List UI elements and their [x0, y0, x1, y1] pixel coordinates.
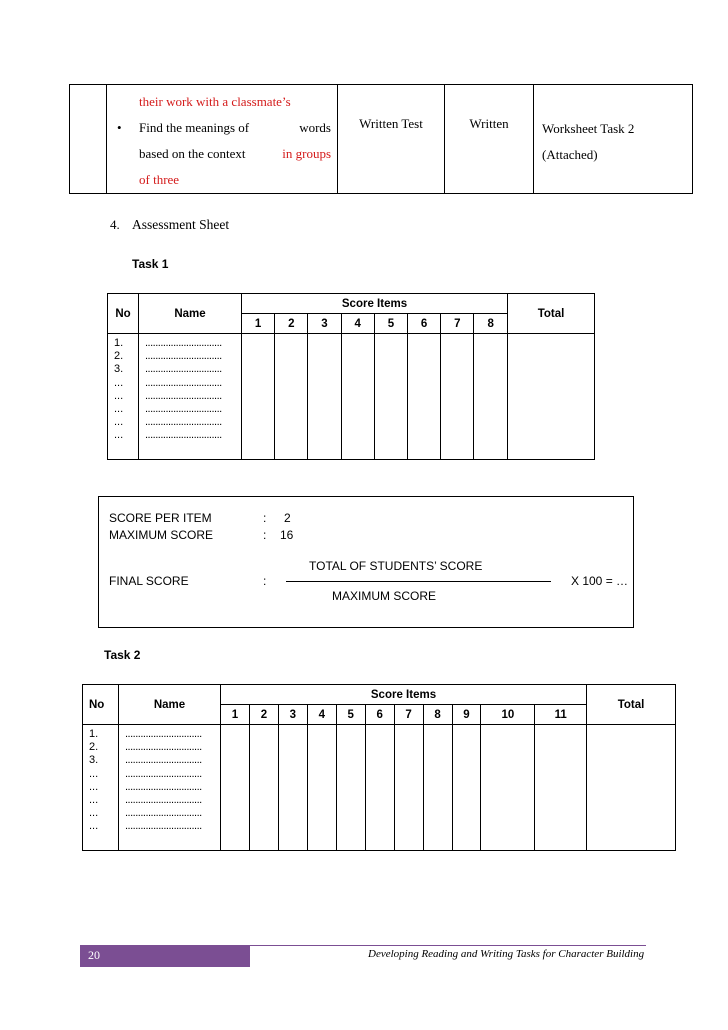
- name-blank: ..............................: [125, 728, 202, 740]
- score-item-header-4: 4: [307, 705, 336, 725]
- score-cell-7[interactable]: [394, 725, 423, 851]
- col-name: Name: [119, 685, 221, 725]
- score-cell-2[interactable]: [249, 725, 278, 851]
- col-score-items: Score Items: [221, 685, 587, 705]
- empty-cell: [70, 85, 107, 194]
- score-item-header-7: 7: [441, 314, 474, 334]
- task2-label: Task 2: [104, 648, 141, 662]
- score-cell-10[interactable]: [481, 725, 535, 851]
- col-total: Total: [508, 294, 595, 334]
- activity-word: words: [299, 120, 331, 135]
- row-number: 1.: [89, 728, 99, 740]
- score-cell-4[interactable]: [341, 334, 374, 460]
- task2-score-table: [82, 684, 676, 851]
- name-blank: ..............................: [145, 403, 222, 416]
- score-item-header-9: 9: [452, 705, 481, 725]
- score-cell-2[interactable]: [275, 334, 308, 460]
- activity-line3: of three: [139, 172, 180, 187]
- final-score-label: FINAL SCORE: [109, 574, 189, 588]
- formula-numerator: TOTAL OF STUDENTS’ SCORE: [309, 559, 483, 573]
- task1-label: Task 1: [132, 257, 169, 271]
- footer-title: Developing Reading and Writing Tasks for Character Building: [368, 948, 645, 960]
- name-blank: ..............................: [125, 741, 202, 754]
- score-item-header-11: 11: [535, 705, 587, 725]
- score-cell-7[interactable]: [441, 334, 474, 460]
- multiplier: X 100 = …: [571, 574, 629, 588]
- row-numbers: [83, 725, 119, 851]
- name-blank: ..............................: [145, 429, 222, 442]
- name-blank: ..............................: [125, 820, 202, 833]
- name-entries: [119, 725, 221, 851]
- name-blank: ..............................: [145, 337, 222, 349]
- activity-cell: [107, 85, 338, 194]
- name-blank: ..............................: [125, 807, 202, 820]
- fraction-line: [286, 581, 551, 582]
- row-number: ...: [114, 403, 124, 416]
- score-item-header-6: 6: [365, 705, 394, 725]
- max-score-label: MAXIMUM SCORE: [109, 528, 214, 542]
- row-number: 2.: [89, 741, 99, 754]
- formula-denominator: MAXIMUM SCORE: [332, 589, 437, 603]
- section-number: 4.: [110, 217, 120, 232]
- page-number: 20: [88, 948, 100, 962]
- score-cell-4[interactable]: [307, 725, 336, 851]
- row-number: ...: [114, 389, 124, 402]
- score-item-header-6: 6: [408, 314, 441, 334]
- name-blank: ..............................: [145, 416, 222, 429]
- section-title: Assessment Sheet: [132, 217, 230, 232]
- row-number: 3.: [114, 363, 124, 376]
- form-cell: Written: [445, 85, 534, 194]
- name-blank: ..............................: [145, 389, 222, 402]
- score-item-header-10: 10: [481, 705, 535, 725]
- score-item-header-3: 3: [278, 705, 307, 725]
- activity-line2: based on the context: [139, 146, 246, 161]
- activity-line2-red: in groups: [282, 146, 331, 161]
- row-number: 3.: [89, 754, 99, 767]
- score-item-header-4: 4: [341, 314, 374, 334]
- score-item-header-8: 8: [474, 314, 508, 334]
- col-score-items: Score Items: [242, 294, 508, 314]
- bullet-icon: •: [117, 120, 122, 135]
- score-cell-6[interactable]: [408, 334, 441, 460]
- score-item-header-5: 5: [336, 705, 365, 725]
- score-cell-11[interactable]: [535, 725, 587, 851]
- score-cell-6[interactable]: [365, 725, 394, 851]
- row-number: ...: [89, 794, 99, 807]
- score-item-header-1: 1: [221, 705, 250, 725]
- lesson-activity-table: [69, 84, 693, 194]
- row-number: ...: [114, 376, 124, 389]
- score-cell-9[interactable]: [452, 725, 481, 851]
- row-number: ...: [89, 780, 99, 793]
- technique-cell: Written Test: [338, 85, 445, 194]
- score-cell-3[interactable]: [308, 334, 341, 460]
- row-number: ...: [89, 807, 99, 820]
- score-cell-1[interactable]: [242, 334, 275, 460]
- final-score-formula: [98, 496, 634, 628]
- score-per-item-value: 2: [284, 511, 291, 525]
- col-name: Name: [139, 294, 242, 334]
- row-numbers: [108, 334, 139, 460]
- score-item-header-1: 1: [242, 314, 275, 334]
- score-per-item-label: SCORE PER ITEM: [109, 511, 212, 525]
- colon: :: [263, 574, 267, 588]
- score-cell-8[interactable]: [474, 334, 508, 460]
- score-item-header-5: 5: [374, 314, 407, 334]
- score-cell-5[interactable]: [336, 725, 365, 851]
- name-blank: ..............................: [125, 794, 202, 807]
- total-cell[interactable]: [508, 334, 595, 460]
- score-item-header-2: 2: [275, 314, 308, 334]
- col-no: No: [83, 685, 119, 725]
- table-row: [83, 725, 676, 851]
- score-item-header-8: 8: [423, 705, 452, 725]
- name-entries: [139, 334, 242, 460]
- row-number: ...: [89, 820, 99, 833]
- row-number: 1.: [114, 337, 124, 349]
- score-cell-3[interactable]: [278, 725, 307, 851]
- name-blank: ..............................: [145, 363, 222, 376]
- col-total: Total: [587, 685, 676, 725]
- score-item-header-2: 2: [249, 705, 278, 725]
- table-row: [108, 334, 595, 460]
- row-number: ...: [114, 429, 124, 442]
- score-cell-5[interactable]: [374, 334, 407, 460]
- instrument-line1: Worksheet Task 2: [542, 121, 635, 136]
- colon: :: [263, 528, 267, 542]
- name-blank: ..............................: [145, 350, 222, 363]
- score-item-header-3: 3: [308, 314, 341, 334]
- max-score-value: 16: [280, 528, 294, 542]
- colon: :: [263, 511, 267, 525]
- name-blank: ..............................: [125, 767, 202, 780]
- col-no: No: [108, 294, 139, 334]
- instrument-cell: [534, 85, 693, 194]
- footer-line: [250, 945, 646, 946]
- row-number: ...: [114, 416, 124, 429]
- name-blank: ..............................: [125, 780, 202, 793]
- name-blank: ..............................: [145, 376, 222, 389]
- row-number: 2.: [114, 350, 124, 363]
- activity-text: Find the meanings of: [139, 120, 250, 135]
- activity-continuation: their work with a classmate’s: [139, 94, 291, 109]
- footer-bar: [80, 945, 250, 967]
- score-item-header-7: 7: [394, 705, 423, 725]
- score-cell-8[interactable]: [423, 725, 452, 851]
- name-blank: ..............................: [125, 754, 202, 767]
- score-cell-1[interactable]: [221, 725, 250, 851]
- task1-score-table: [107, 293, 595, 460]
- row-number: ...: [89, 767, 99, 780]
- instrument-line2: (Attached): [542, 147, 598, 162]
- total-cell[interactable]: [587, 725, 676, 851]
